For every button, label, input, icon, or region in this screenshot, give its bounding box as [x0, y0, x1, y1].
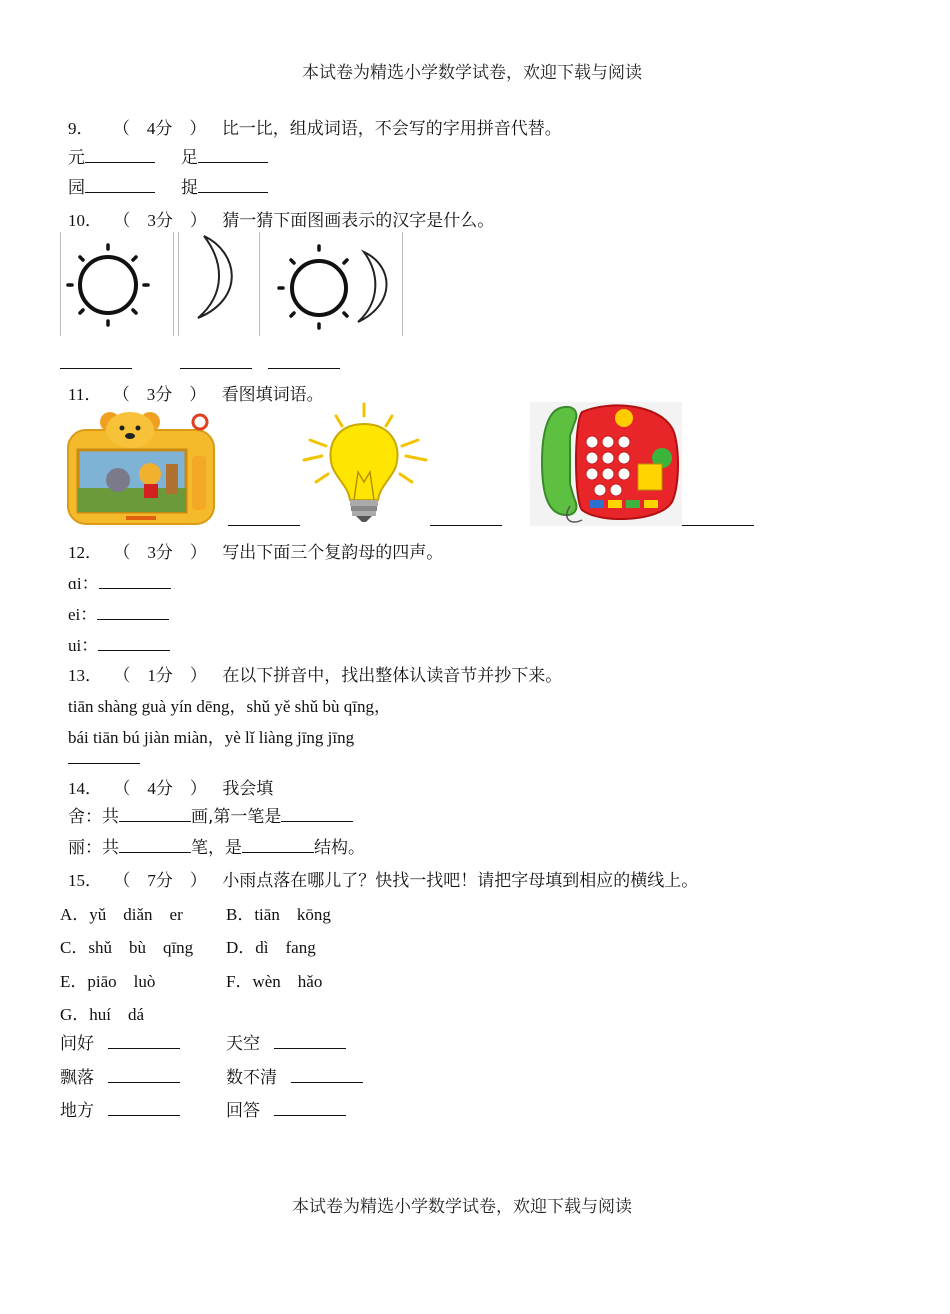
question-prompt: 我会填: [222, 779, 274, 799]
q12-item-ei: ei：: [68, 600, 169, 625]
question-number: 10．: [68, 211, 102, 230]
answer-blank[interactable]: [119, 820, 191, 822]
q12-item-ui: ui：: [68, 631, 170, 656]
question-prompt: 写出下面三个复韵母的四声。: [222, 543, 444, 563]
q11-blank-1[interactable]: [228, 525, 300, 526]
answer-blank[interactable]: [291, 1081, 363, 1083]
question-prompt: 看图填词语。: [221, 385, 324, 405]
option-e: E．piāo luò: [60, 972, 156, 991]
q9-item-zu: 足: [181, 143, 268, 168]
question-15: [68, 866, 698, 891]
answer-blank[interactable]: [108, 1047, 180, 1049]
answer-blank[interactable]: [108, 1081, 180, 1083]
question-prompt: 猜一猜下面图画表示的汉字是什么。: [222, 211, 495, 231]
q9-item-yuan2: 园: [68, 173, 155, 198]
answer-blank[interactable]: [242, 851, 314, 853]
answer-blank[interactable]: [85, 161, 155, 163]
question-number: 15．: [68, 871, 102, 890]
question-score: （ 3分 ）: [112, 385, 207, 404]
q11-blank-2[interactable]: [430, 525, 502, 526]
q15-word-huida: 回答: [226, 1096, 346, 1121]
answer-blank[interactable]: [274, 1047, 346, 1049]
question-score: （ 4分 ）: [112, 119, 207, 138]
question-number: 14．: [68, 779, 102, 798]
answer-blank[interactable]: [85, 191, 155, 193]
q9-item-yuan: 元: [68, 143, 155, 168]
q10-blank-2[interactable]: [180, 368, 252, 369]
sun-icon: [60, 232, 174, 336]
q10-blank-3[interactable]: [268, 368, 340, 369]
answer-blank[interactable]: [274, 1114, 346, 1116]
q15-word-difang: 地方: [60, 1096, 180, 1121]
question-number: 9．: [68, 119, 94, 138]
question-score: （ 7分 ）: [113, 871, 207, 890]
question-number: 12．: [68, 543, 102, 562]
answer-blank[interactable]: [281, 820, 353, 822]
question-9: [68, 114, 562, 139]
option-b: B．tiān kōng: [226, 905, 331, 924]
question-prompt: 比一比，组成词语，不会写的字用拼音代替。: [221, 119, 562, 139]
moon-icon: [176, 232, 260, 336]
answer-blank[interactable]: [198, 191, 268, 193]
question-score: （ 1分 ）: [113, 666, 207, 685]
answer-blank[interactable]: [198, 161, 268, 163]
telephone-icon: [530, 402, 682, 526]
answer-blank[interactable]: [108, 1114, 180, 1116]
lightbulb-icon: [302, 402, 430, 526]
q11-blank-3[interactable]: [682, 525, 754, 526]
option-f: F．wèn hǎo: [226, 972, 323, 991]
q13-answer-blank[interactable]: [68, 763, 140, 764]
q15-word-piaoluo: 飘落: [60, 1063, 180, 1088]
question-number: 11．: [68, 385, 102, 404]
q15-word-wenhao: 问好: [60, 1029, 180, 1054]
question-score: （ 3分 ）: [113, 211, 207, 230]
page-header: 本试卷为精选小学数学试卷，欢迎下载与阅读: [302, 63, 642, 82]
option-g: G．huí dá: [60, 1005, 145, 1024]
answer-blank[interactable]: [97, 618, 169, 620]
question-12: [68, 538, 443, 563]
option-d: D．dì fang: [226, 938, 316, 957]
question-prompt: 在以下拼音中，找出整体认读音节并抄下来。: [222, 666, 563, 686]
answer-blank[interactable]: [119, 851, 191, 853]
question-14: [68, 774, 273, 799]
sun-and-moon-icon: [260, 232, 404, 336]
q14-row-2: 丽：共 笔，是 结构。: [68, 838, 365, 858]
q15-word-tiankong: 天空: [226, 1029, 346, 1054]
question-11: [68, 380, 324, 405]
question-13: [68, 661, 562, 686]
answer-blank[interactable]: [99, 587, 171, 589]
page-footer: 本试卷为精选小学数学试卷，欢迎下载与阅读: [292, 1197, 632, 1216]
question-score: （ 3分 ）: [113, 543, 207, 562]
q10-blank-1[interactable]: [60, 368, 132, 369]
q13-pinyin-line-2: bái tiān bú jiàn miàn，yè lǐ liàng jīng jīng: [68, 728, 355, 747]
q9-item-zhuo: 捉: [181, 173, 268, 198]
tv-icon: [66, 408, 218, 526]
answer-blank[interactable]: [98, 649, 170, 651]
q14-row-1: 舍：共 画,第一笔是: [68, 802, 353, 827]
option-c: C．shǔ bù qīng: [60, 938, 194, 957]
question-number: 13．: [68, 666, 102, 685]
question-10: [68, 206, 494, 231]
q12-item-ai: ɑi：: [68, 569, 171, 594]
q13-pinyin-line-1: tiān shàng guà yín dēng，shǔ yě shǔ bù qīng，: [68, 697, 391, 716]
question-prompt: 小雨点落在哪儿了？快找一找吧！请把字母填到相应的横线上。: [222, 871, 699, 891]
question-score: （ 4分 ）: [113, 779, 207, 798]
option-a: A．yǔ diǎn er: [60, 905, 183, 924]
q15-word-shubuqing: 数不清: [226, 1063, 363, 1088]
